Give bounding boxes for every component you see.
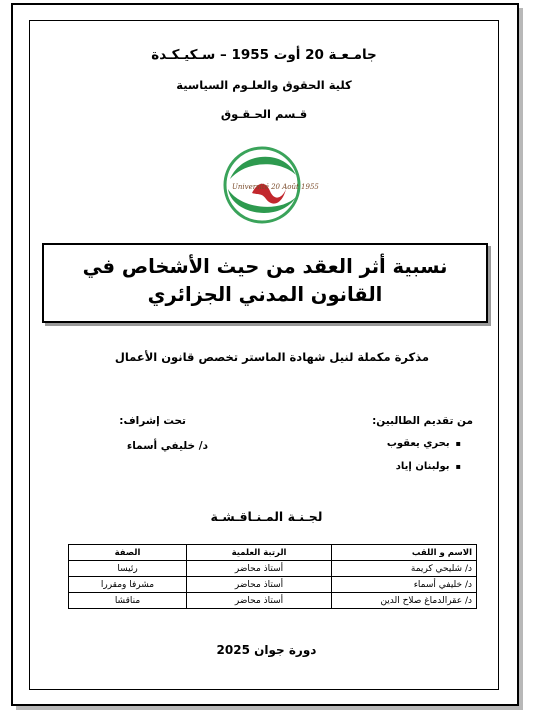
table-row	[69, 561, 477, 577]
member-rank: أستاذ محاضر	[187, 593, 332, 609]
logo-lettering: Université 20 Août 1955	[232, 183, 319, 191]
thesis-title: نسبية أثر العقد من حيث الأشخاص في القانون المدني الجزائري	[82, 255, 448, 306]
student-name-text: بولبنان إياد	[395, 461, 450, 472]
supervisor-name: د/ خليفي أسماء	[126, 440, 208, 452]
student-name	[387, 438, 461, 449]
university-logo	[222, 145, 319, 225]
member-role: مشرفا ومقررا	[69, 577, 187, 593]
column-header-role: الصفة	[69, 545, 187, 561]
member-rank: أستاذ محاضر	[187, 577, 332, 593]
member-name: د/ شليحي كريمة	[332, 561, 477, 577]
column-header-rank: الرتبة العلمية	[187, 545, 332, 561]
student-name	[396, 461, 461, 472]
student-name-text: بحري يعقوب	[386, 438, 450, 449]
thesis-subtitle: مذكرة مكملة لنيل شهادة الماستر تخصص قانون الأعمال	[114, 350, 429, 364]
students-label: من تقديم الطالبين:	[372, 415, 473, 427]
session-date: دورة جوان 2025	[216, 643, 317, 657]
committee-table	[68, 544, 477, 609]
thesis-title-box	[42, 243, 488, 323]
university-name: جامـعـة 20 أوت 1955 – سـكيـكـدة	[151, 47, 377, 63]
member-name: د/ عقرالدماغ صلاح الدين	[332, 593, 477, 609]
page-shadow-right	[519, 8, 523, 708]
bullet-icon: ▪	[455, 462, 461, 471]
bullet-icon: ▪	[455, 439, 461, 448]
column-header-name: الاسم و اللقب	[332, 545, 477, 561]
member-role: رئيسا	[69, 561, 187, 577]
department-name: قـسم الحـقـوق	[220, 107, 308, 121]
supervisor-label: تحت إشراف:	[119, 415, 186, 427]
committee-title: لجـنـة المـنـاقـشـة	[210, 509, 323, 524]
page-shadow-bottom	[16, 706, 523, 710]
faculty-name: كلية الحقوق والعلـوم السياسية	[176, 78, 352, 92]
table-row	[69, 577, 477, 593]
table-row	[69, 593, 477, 609]
member-rank: أستاذ محاضر	[187, 561, 332, 577]
member-name: د/ خليفي أسماء	[332, 577, 477, 593]
table-header-row	[69, 545, 477, 561]
member-role: مناقشا	[69, 593, 187, 609]
